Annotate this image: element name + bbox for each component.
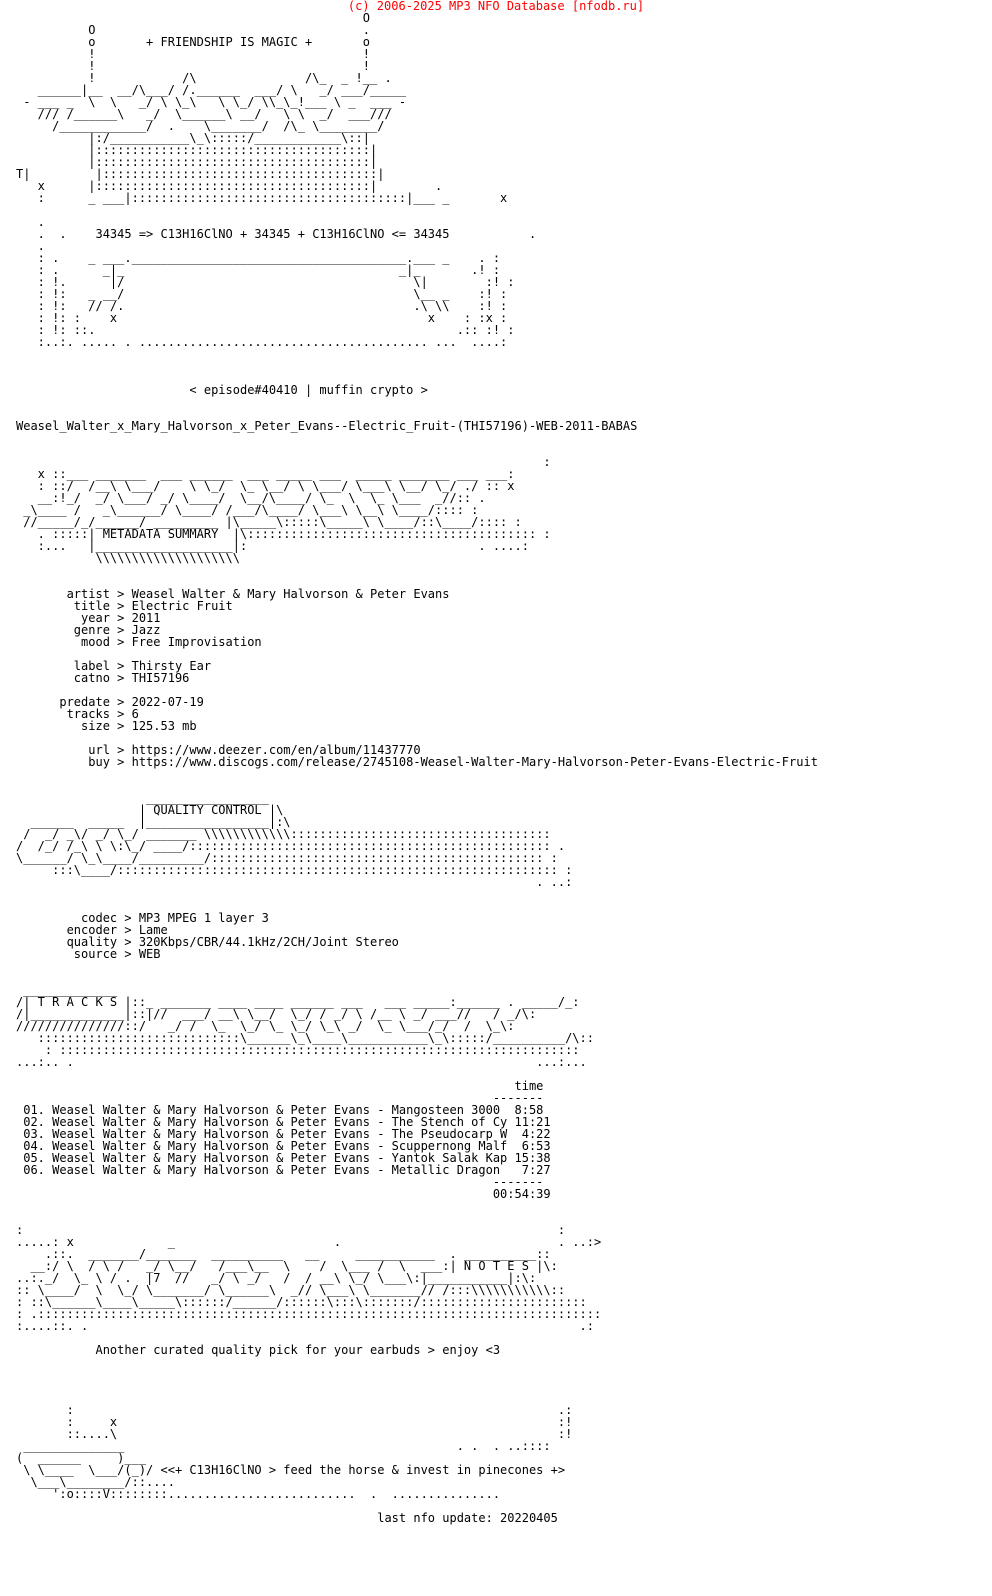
nfo-line: :::\____/::::::::::::::::::::::::::::::::::::::::::::::::::::::::::::: : <box>16 863 573 877</box>
nfo-line: buy > https://www.discogs.com/release/2745108-Weasel-Walter-Mary-Halvorson-Peter-Evans-Electric-Fruit <box>16 755 818 769</box>
nfo-line: ______________ . . . ..:::: <box>16 1439 551 1453</box>
nfo-line <box>16 360 818 372</box>
nfo-line: year > 2011 <box>16 611 161 625</box>
nfo-line: quality > 320Kbps/CBR/44.1kHz/2CH/Joint Stereo <box>16 935 399 949</box>
nfo-line: : !: _ __/ \__ _ :! : <box>16 287 508 301</box>
nfo-line: :..:. ..... . ........................................ ... ....: <box>16 335 508 349</box>
nfo-line: : !: : x x : :x : <box>16 311 508 325</box>
nfo-line: /| T R A C K S |::_ _______ ____ ____ ______ ___ ___ _____:______ . _____/_: <box>16 995 580 1009</box>
nfo-line: ! /\ /\_ _ !__ . <box>16 71 392 85</box>
nfo-line: - ___ _ \ \ _/ \ \_\ \ \_/ \\_\_!___ \ _ ___ - <box>16 95 407 109</box>
nfo-line: : .: <box>16 1403 573 1417</box>
nfo-line <box>16 204 818 216</box>
nfo-line: 01. Weasel Walter & Mary Halvorson & Peter Evans - Mangosteen 3000 8:58 <box>16 1103 544 1117</box>
nfo-line: codec > MP3 MPEG 1 layer 3 <box>16 911 269 925</box>
nfo-line: . <box>16 239 45 253</box>
nfo-line: . ..: <box>16 875 573 889</box>
nfo-line: catno > THI57196 <box>16 671 190 685</box>
nfo-line: / /_/ /_\ \ \:\_/ ____/:::::::::::::::::::::::::::::::::::::::::::::::::: . <box>16 839 566 853</box>
nfo-line: :... |___________________|: . ....: <box>16 539 529 553</box>
nfo-line: : . _ ___.______________________________________.___ _ . : <box>16 251 501 265</box>
nfo-line: x |::::::::::::::::::::::::::::::::::::::| . <box>16 179 443 193</box>
nfo-line: _________________ <box>16 791 269 805</box>
nfo-line: \___\________/::.... <box>16 1475 175 1489</box>
nfo-line: ! ! <box>16 47 371 61</box>
nfo-line: x ::___ _______ ___ ______ ___ _____ ___ _____ _______ ___ ___: <box>16 467 515 481</box>
nfo-line: : ::\______\____\_____\::::::/______/::::::\:::\:::::::/::::::::::::::::::::::: <box>16 1295 587 1309</box>
nfo-line: Another curated quality pick for your earbuds > enjoy <3 <box>16 1343 501 1357</box>
nfo-line: tracks > 6 <box>16 707 139 721</box>
nfo-line: .::. _______/_______ __________ __ ___________ . __________:: <box>16 1247 551 1261</box>
nfo-line: |::::::::::::::::::::::::::::::::::::::| <box>16 155 378 169</box>
nfo-line: ...:.. . ...:... <box>16 1055 587 1069</box>
nfo-line: : !. |/ \| :! : <box>16 275 515 289</box>
nfo-line: source > WEB <box>16 947 161 961</box>
nfo-line: : _ ___|::::::::::::::::::::::::::::::::::::::|___ _ x <box>16 191 508 205</box>
nfo-line: _\____ / _\______/ \____/ /___/\____/ \___\ \__\ \____/:::: : <box>16 503 479 517</box>
nfo-line: \\\\\\\\\\\\\\\\\\\\ <box>16 551 240 565</box>
nfo-line: \______/ \_\____/_________/:::::::::::::::::::::::::::::::::::::::::::::: : <box>16 851 558 865</box>
nfo-line: < episode#40410 | muffin crypto > <box>16 383 428 397</box>
nfo-line: artist > Weasel Walter & Mary Halvorson & Peter Evans <box>16 587 450 601</box>
nfo-line <box>16 564 818 576</box>
nfo-line: : <box>16 455 551 469</box>
nfo-line <box>16 768 818 780</box>
nfo-line: . . 34345 => C13H16ClNO + 34345 + C13H16ClNO <= 34345 . <box>16 227 537 241</box>
nfo-line <box>16 432 818 444</box>
nfo-line: / _/ _\/ _/ \_/ _______ \\\\\\\\\\\\:::::::::::::::::::::::::::::::::::: <box>16 827 551 841</box>
nfo-line: 06. Weasel Walter & Mary Halvorson & Peter Evans - Metallic Dragon 7:27 <box>16 1163 551 1177</box>
nfo-line: ::....\ :! <box>16 1427 573 1441</box>
nfo-line: label > Thirsty Ear <box>16 659 212 673</box>
nfo-text-viewer <box>16 12 818 1524</box>
nfo-line: __:/ \ / \ / _/ \__/ /___\__ \ / \___ / \ ___:| N O T E S |\: <box>16 1259 558 1273</box>
nfo-line: __:!_/ _/ \___/ _/ \____/ \__/\____/ \_ \ \_ \___ _//:: . <box>16 491 486 505</box>
nfo-line <box>16 348 818 360</box>
nfo-line: _____________ <box>16 983 118 997</box>
nfo-line: ::::::::::::::::::::::::::::\______\_\____\___________\_\:::::/__________/\:: <box>16 1031 594 1045</box>
nfo-line: ///////////////::/ _/ / \_ \_/ \_ \_/ \_\ _/ \_ \___/_/ / \_\: <box>16 1019 515 1033</box>
nfo-line: : x :! <box>16 1415 573 1429</box>
nfo-line: ( ______ )___ <box>16 1451 147 1465</box>
nfo-line: : . _|_ _|_ .! : <box>16 263 501 277</box>
nfo-line: ______|__ __/\___/ /.______ ___/ \ _/ ___/_____ <box>16 83 407 97</box>
nfo-line: 05. Weasel Walter & Mary Halvorson & Peter Evans - Yantok Salak Kap 15:38 <box>16 1151 551 1165</box>
nfo-line: title > Electric Fruit <box>16 599 233 613</box>
nfo-line: //_____/_/______/ _________ |\_____\:::::\_____\ \____/::\____/:::: : <box>16 515 522 529</box>
nfo-line: | QUALITY CONTROL |\ <box>16 803 284 817</box>
nfo-line: \ \____ \___/(_)/ <<+ C13H16ClNO > feed the horse & invest in pinecones +> <box>16 1463 566 1477</box>
nfo-line: : !: // /. .\ \\ :! : <box>16 299 508 313</box>
nfo-line <box>16 1380 818 1392</box>
nfo-line: time <box>16 1079 544 1093</box>
nfo-line: o + FRIENDSHIP IS MAGIC + o <box>16 35 371 49</box>
nfo-line: 03. Weasel Walter & Mary Halvorson & Peter Evans - The Pseudocarp W 4:22 <box>16 1127 551 1141</box>
nfo-line: last nfo update: 20220405 <box>16 1511 558 1525</box>
nfo-line: ------- <box>16 1091 544 1105</box>
nfo-line: /// /______\ _/ \______\ __/ \ \ _/ ___/// <box>16 107 392 121</box>
nfo-line <box>16 888 818 900</box>
nfo-line: ______ _____ |_________________|:\ <box>16 815 291 829</box>
nfo-line <box>16 1368 818 1380</box>
nfo-line: /|_____________|::|// ___/ __\ \__/ \_/ / _/ \ /__ \ _/ ___// / _/\: <box>16 1007 537 1021</box>
nfo-line: url > https://www.deezer.com/en/album/11437770 <box>16 743 421 757</box>
nfo-line: |:/___________\_\:::::/____________\::| <box>16 131 371 145</box>
nfo-line <box>16 1200 818 1212</box>
nfo-line: mood > Free Improvisation <box>16 635 262 649</box>
nfo-line <box>16 1356 818 1368</box>
nfo-line: .....: x _ . . ..:> <box>16 1235 602 1249</box>
nfo-line: 02. Weasel Walter & Mary Halvorson & Peter Evans - The Stench of Cy 11:21 <box>16 1115 551 1129</box>
nfo-line: Weasel_Walter_x_Mary_Halvorson_x_Peter_Evans--Electric_Fruit-(THI57196)-WEB-2011-BABAS <box>16 419 638 433</box>
nfo-line: :: \____/ \ \_/ \_______/ \______\ _// \___\ \_______// /:::\\\\\\\\\\\:: <box>16 1283 566 1297</box>
nfo-line: . <box>16 215 45 229</box>
nfo-line: ':o::::V::::::::.......................... . ............... <box>16 1487 501 1501</box>
nfo-line: T| |::::::::::::::::::::::::::::::::::::::| <box>16 167 385 181</box>
site-copyright-header: (c) 2006-2025 MP3 NFO Database [nfodb.ru] <box>347 0 645 13</box>
nfo-line: 00:54:39 <box>16 1187 551 1201</box>
nfo-line: :....::. . .: <box>16 1319 594 1333</box>
nfo-line: size > 125.53 mb <box>16 719 197 733</box>
nfo-line: /____________/ . \_______/ /\_ \________/ <box>16 119 385 133</box>
nfo-line: : !: ::. .:: :! : <box>16 323 515 337</box>
nfo-line: encoder > Lame <box>16 923 168 937</box>
nfo-line: : : <box>16 1223 566 1237</box>
nfo-line: ! ! <box>16 59 371 73</box>
nfo-line <box>16 960 818 972</box>
nfo-line: O <box>16 11 371 25</box>
nfo-line: : :::::::::::::::::::::::::::::::::::::::::::::::::::::::::::::::::::::::: <box>16 1043 580 1057</box>
nfo-line: ..:._/ \_ \ / . |7 // _/ \ _/ / / __\ \_/ \___\:|___________|:\: <box>16 1271 537 1285</box>
nfo-line: O . <box>16 23 371 37</box>
nfo-line: : .:::::::::::::::::::::::::::::::::::::::::::::::::::::::::::::::::::::::::::::: <box>16 1307 602 1321</box>
nfo-line: 04. Weasel Walter & Mary Halvorson & Peter Evans - Scuppernong Malf 6:53 <box>16 1139 551 1153</box>
nfo-line: . :::::| METADATA SUMMARY |\:::::::::::::::::::::::::::::::::::::::: : <box>16 527 551 541</box>
nfo-line: ------- <box>16 1175 544 1189</box>
nfo-line: : ::/ /__\ \___/ \ \_/ \_ \__/ \ \___/ \___\ \__/ \_/ ./ :: x <box>16 479 515 493</box>
nfo-line <box>16 396 818 408</box>
nfo-line: |::::::::::::::::::::::::::::::::::::::| <box>16 143 378 157</box>
nfo-line: genre > Jazz <box>16 623 161 637</box>
nfo-line <box>16 972 818 984</box>
nfo-line: predate > 2022-07-19 <box>16 695 204 709</box>
